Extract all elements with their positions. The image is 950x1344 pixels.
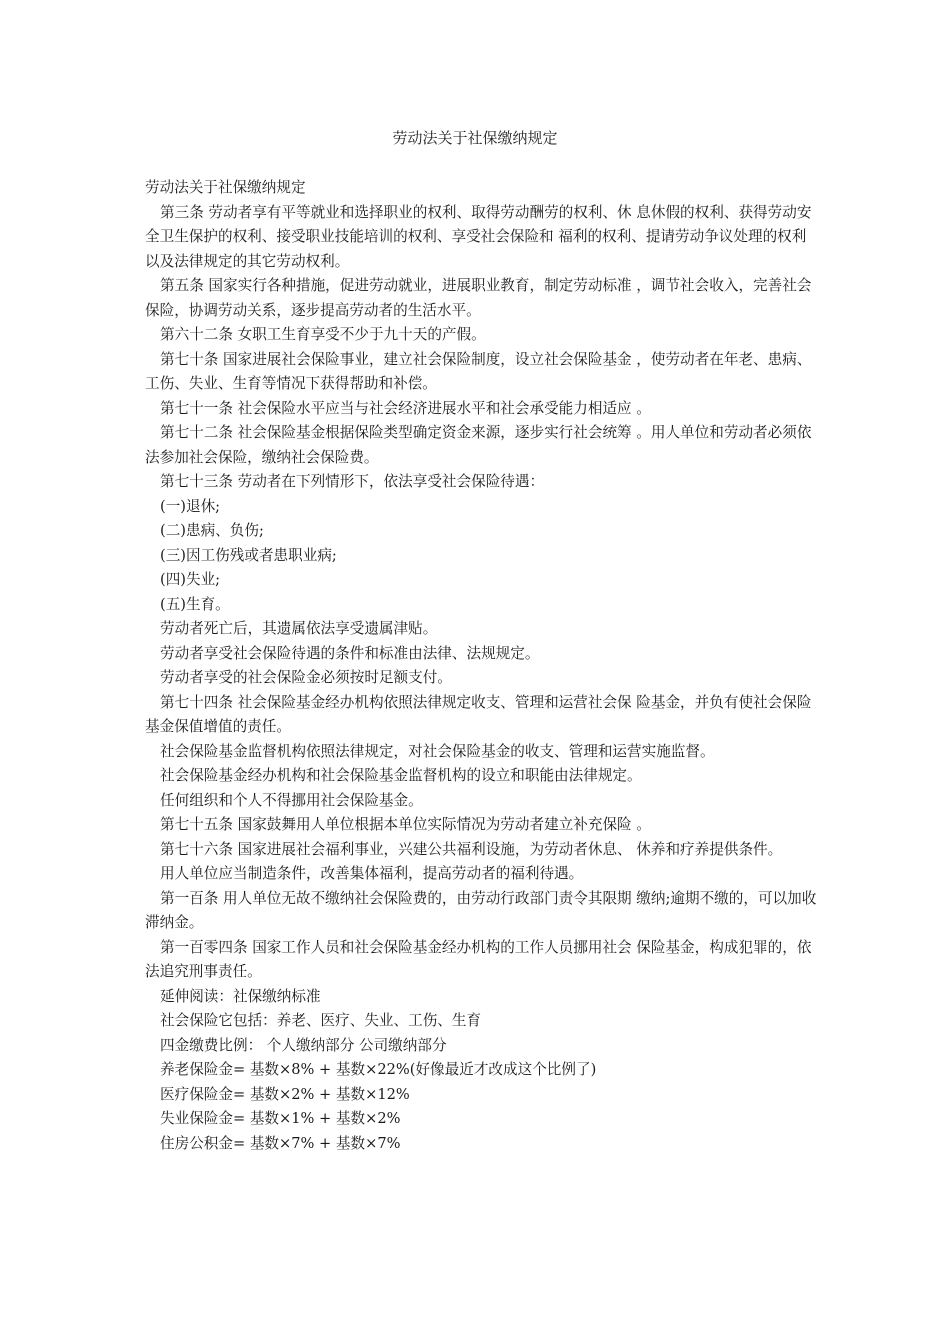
paragraph: 第七十条 国家进展社会保险事业，建立社会保险制度，设立社会保险基金 ，使劳动者在年老、患病、工伤、失业、生育等情况下获得帮助和补偿。: [145, 350, 812, 392]
paragraph: 劳动者享受社会保险待遇的条件和标准由法律、法规规定。: [160, 644, 540, 662]
paragraph: 养老保险金= 基数×8% + 基数×22%(好像最近才改成这个比例了): [160, 1061, 597, 1078]
paragraph: 用人单位应当制造条件，改善集体福利，提高劳动者的福利待遇。: [160, 865, 584, 882]
paragraph: (二)患病、负伤;: [160, 522, 264, 539]
paragraph: 劳动者死亡后，其遗属依法享受遗属津贴。: [160, 620, 438, 637]
document-body: [145, 176, 820, 1156]
paragraph: 社会保险基金监督机构依照法律规定，对社会保险基金的收支、管理和运营实施监督。: [160, 742, 715, 760]
paragraph: 第七十五条 国家鼓舞用人单位根据本单位实际情况为劳动者建立补充保险 。: [160, 816, 651, 833]
paragraph: 失业保险金= 基数×1% + 基数×2%: [160, 1110, 401, 1127]
paragraph: 社会保险基金经办机构和社会保险基金监督机构的设立和职能由法律规定。: [160, 767, 642, 784]
paragraph: 第七十三条 劳动者在下列情形下，依法享受社会保险待遇：: [160, 473, 545, 490]
paragraph: (一)退休;: [160, 497, 221, 515]
paragraph: (五)生育。: [160, 595, 230, 613]
paragraph: 第六十二条 女职工生育享受不少于九十天的产假。: [160, 326, 486, 343]
paragraph: 第一百条 用人单位无故不缴纳社会保险费的，由劳动行政部门责令其限期 缴纳;逾期不缴的，可以加收滞纳金。: [145, 889, 817, 931]
paragraph: 住房公积金= 基数×7% + 基数×7%: [160, 1134, 401, 1152]
paragraph: 劳动法关于社保缴纳规定: [145, 179, 306, 196]
paragraph: 第七十四条 社会保险基金经办机构依照法律规定收支、管理和运营社会保 险基金，并负有使社会保险基金保值增值的责任。: [145, 693, 812, 735]
paragraph: (四)失业;: [160, 571, 221, 588]
paragraph: 四金缴费比例： 个人缴纳部分 公司缴纳部分: [160, 1036, 447, 1054]
paragraph: 延伸阅读：社保缴纳标准: [160, 987, 321, 1005]
paragraph: 第三条 劳动者享有平等就业和选择职业的权利、取得劳动酬劳的权利、休 息休假的权利、获得劳动安全卫生保护的权利、接受职业技能培训的权利、享受社会保险和 福利的权利、提请劳动争议处理的权利以及法律规定的其它劳动权利。: [145, 203, 812, 270]
paragraph: 第一百零四条 国家工作人员和社会保险基金经办机构的工作人员挪用社会 保险基金，构成犯罪的，依法追究刑事责任。: [145, 938, 812, 980]
paragraph: 医疗保险金= 基数×2% + 基数×12%: [160, 1085, 410, 1103]
paragraph: 第七十六条 国家进展社会福利事业，兴建公共福利设施，为劳动者休息、 休养和疗养提供条件。: [160, 840, 783, 858]
paragraph: (三)因工伤残或者患职业病;: [160, 546, 337, 564]
document-title: 劳动法关于社保缴纳规定: [392, 129, 558, 147]
paragraph: 任何组织和个人不得挪用社会保险基金。: [160, 791, 423, 809]
paragraph: 劳动者享受的社会保险金必须按时足额支付。: [160, 669, 452, 686]
paragraph: 第七十一条 社会保险水平应当与社会经济进展水平和社会承受能力相适应 。: [160, 399, 651, 417]
paragraph: 第七十二条 社会保险基金根据保险类型确定资金来源，逐步实行社会统筹 。用人单位和劳动者必须依法参加社会保险，缴纳社会保险费。: [145, 424, 812, 466]
paragraph: 第五条 国家实行各种措施，促进劳动就业，进展职业教育，制定劳动标准 ，调节社会收入，完善社会保险，协调劳动关系，逐步提高劳动者的生活水平。: [145, 277, 812, 319]
paragraph: 社会保险它包括：养老、医疗、失业、工伤、生育: [160, 1012, 482, 1029]
